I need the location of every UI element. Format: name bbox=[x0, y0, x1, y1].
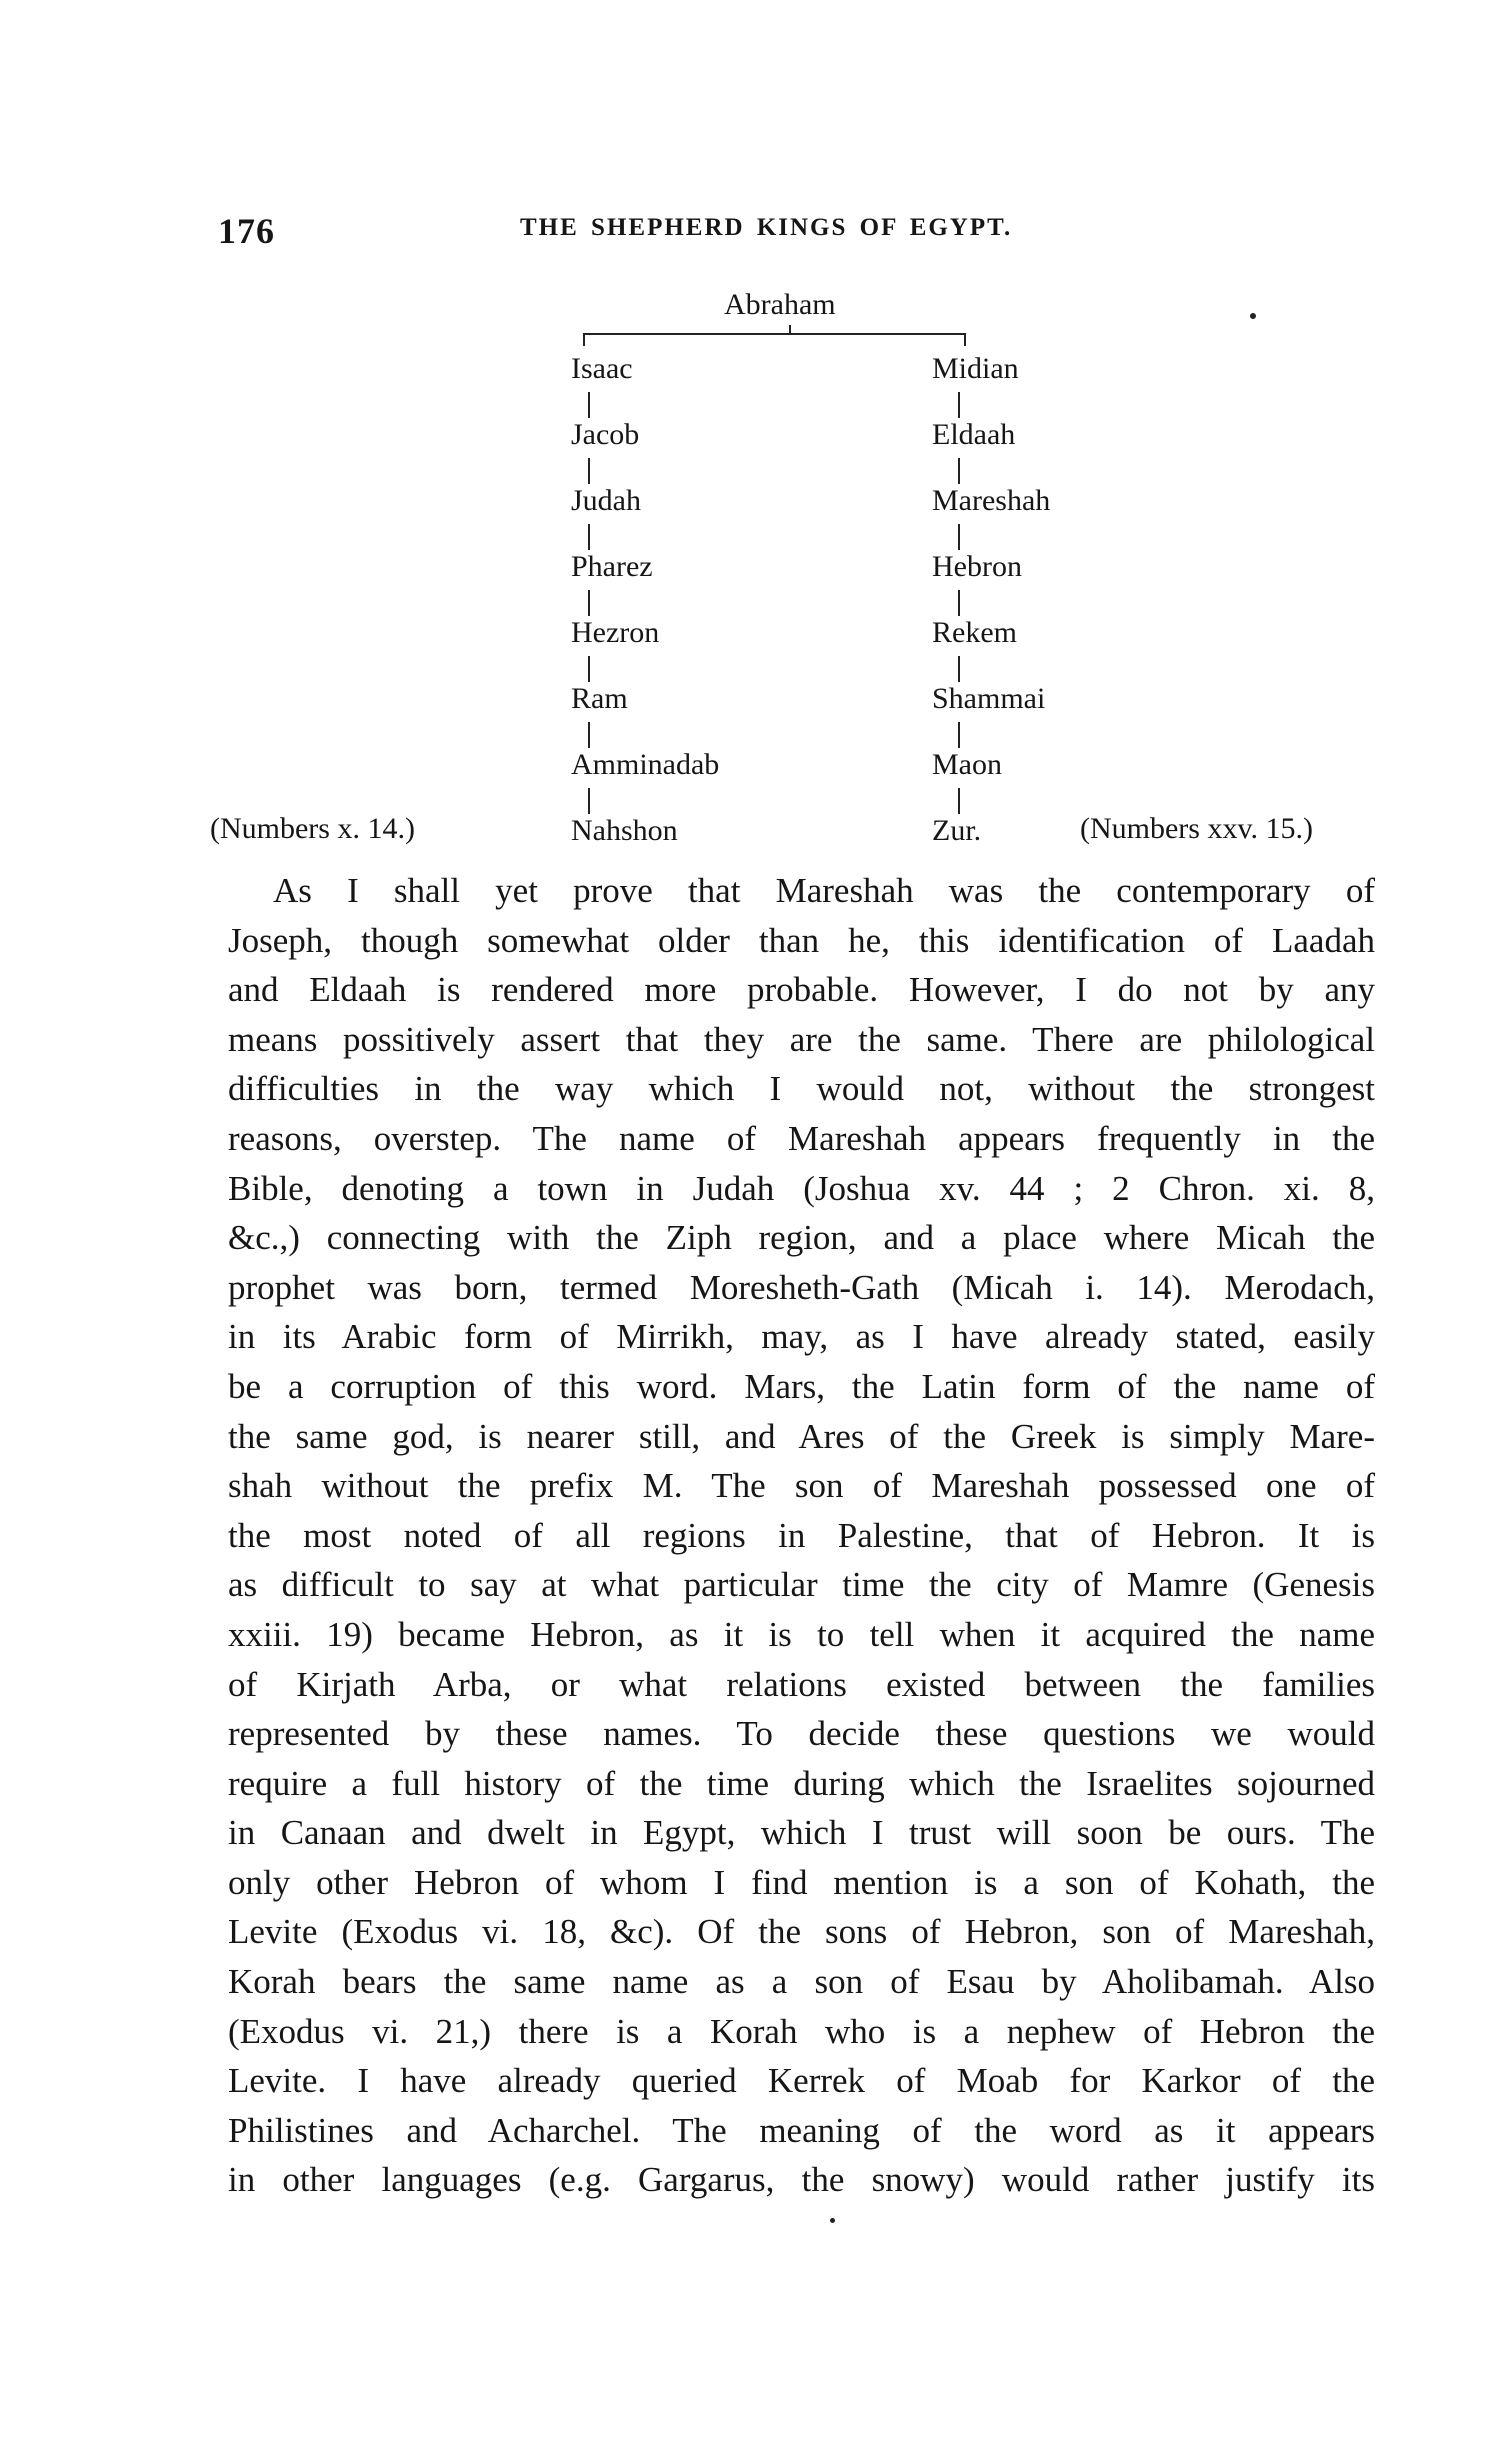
text-line: As I shall yet prove that Mareshah was the contemporary of bbox=[273, 871, 1375, 910]
left-lineage-item: Pharez bbox=[571, 550, 653, 583]
left-lineage-item: Ram bbox=[571, 682, 628, 715]
tree-connector bbox=[958, 788, 960, 814]
right-lineage-item: Mareshah bbox=[932, 484, 1051, 517]
tree-connector bbox=[588, 656, 590, 682]
right-lineage-item: Eldaah bbox=[932, 418, 1016, 451]
text-line: of Kirjath Arba, or what relations existed between the families bbox=[228, 1664, 1375, 1704]
text-line: Bible, denoting a town in Judah (Joshua xv. 44 ; 2 Chron. xi. 8, bbox=[228, 1168, 1375, 1208]
tree-connector bbox=[588, 524, 590, 550]
running-head: THE SHEPHERD KINGS OF EGYPT. bbox=[520, 214, 1013, 241]
left-reference: (Numbers x. 14.) bbox=[210, 812, 415, 845]
tree-branch-bar bbox=[583, 333, 966, 335]
text-line: the same god, is nearer still, and Ares of the Greek is simply Mare- bbox=[228, 1416, 1375, 1456]
tree-connector bbox=[958, 458, 960, 484]
tree-connector bbox=[588, 392, 590, 418]
left-lineage-item: Amminadab bbox=[571, 748, 720, 781]
tree-connector bbox=[588, 788, 590, 814]
right-lineage-item: Hebron bbox=[932, 550, 1022, 583]
tree-connector bbox=[583, 334, 585, 346]
tree-connector bbox=[958, 392, 960, 418]
text-line: in Canaan and dwelt in Egypt, which I trust will soon be ours. The bbox=[228, 1813, 1375, 1853]
tree-connector bbox=[588, 590, 590, 616]
text-line: be a corruption of this word. Mars, the Latin form of the name of bbox=[228, 1366, 1375, 1406]
text-line: (Exodus vi. 21,) there is a Korah who is a nephew of Hebron the bbox=[228, 2011, 1375, 2051]
text-line: Joseph, though somewhat older than he, this identification of Laadah bbox=[228, 920, 1375, 960]
page-number: 176 bbox=[218, 211, 275, 251]
text-line: difficulties in the way which I would not, without the strongest bbox=[228, 1069, 1375, 1109]
text-line: Philistines and Acharchel. The meaning of the word as it appears bbox=[228, 2110, 1375, 2150]
left-lineage-item: Jacob bbox=[571, 418, 640, 451]
text-line: prophet was born, termed Moresheth-Gath (Micah i. 14). Merodach, bbox=[228, 1267, 1375, 1307]
text-line: in its Arabic form of Mirrikh, may, as I have already stated, easily bbox=[228, 1317, 1375, 1357]
genealogy-tree bbox=[0, 0, 1487, 880]
text-line: require a full history of the time during which the Israelites sojourned bbox=[228, 1763, 1375, 1803]
text-line: and Eldaah is rendered more probable. However, I do not by any bbox=[228, 970, 1375, 1010]
text-line: in other languages (e.g. Gargarus, the snowy) would rather justify its bbox=[228, 2160, 1375, 2200]
text-line: Levite (Exodus vi. 18, &c). Of the sons of Hebron, son of Mareshah, bbox=[228, 1912, 1375, 1952]
tree-connector bbox=[588, 458, 590, 484]
left-lineage-item: Isaac bbox=[571, 352, 633, 385]
right-reference: (Numbers xxv. 15.) bbox=[1080, 812, 1314, 845]
text-line: Levite. I have already queried Kerrek of Moab for Karkor of the bbox=[228, 2061, 1375, 2101]
text-line: shah without the prefix M. The son of Mareshah possessed one of bbox=[228, 1466, 1375, 1506]
text-line: reasons, overstep. The name of Mareshah appears frequently in the bbox=[228, 1118, 1375, 1158]
tree-connector bbox=[958, 722, 960, 748]
left-lineage-item: Hezron bbox=[571, 616, 660, 649]
tree-connector bbox=[958, 656, 960, 682]
tree-connector bbox=[588, 722, 590, 748]
tree-root: Abraham bbox=[724, 288, 836, 321]
right-lineage-item: Maon bbox=[932, 748, 1002, 781]
text-line: Korah bears the same name as a son of Esau by Aholibamah. Also bbox=[228, 1962, 1375, 2002]
tree-connector bbox=[789, 325, 791, 335]
text-line: &c.,) connecting with the Ziph region, and a place where Micah the bbox=[228, 1218, 1375, 1258]
stray-mark bbox=[830, 2218, 835, 2223]
tree-connector bbox=[958, 524, 960, 550]
text-line: means possitively assert that they are the same. There are philological bbox=[228, 1019, 1375, 1059]
right-lineage-item: Midian bbox=[932, 352, 1019, 385]
tree-connector bbox=[958, 590, 960, 616]
tree-connector bbox=[964, 334, 966, 346]
text-line: the most noted of all regions in Palestine, that of Hebron. It is bbox=[228, 1515, 1375, 1555]
right-lineage-item: Shammai bbox=[932, 682, 1046, 715]
right-lineage-item: Zur. bbox=[932, 814, 982, 847]
text-line: represented by these names. To decide these questions we would bbox=[228, 1714, 1375, 1754]
text-line: as difficult to say at what particular time the city of Mamre (Genesis bbox=[228, 1565, 1375, 1605]
text-line: only other Hebron of whom I find mention is a son of Kohath, the bbox=[228, 1862, 1375, 1902]
right-lineage-item: Rekem bbox=[932, 616, 1017, 649]
left-lineage-item: Judah bbox=[571, 484, 641, 517]
text-line: xxiii. 19) became Hebron, as it is to tell when it acquired the name bbox=[228, 1614, 1375, 1654]
left-lineage-item: Nahshon bbox=[571, 814, 678, 847]
body-paragraph bbox=[228, 866, 1375, 2205]
